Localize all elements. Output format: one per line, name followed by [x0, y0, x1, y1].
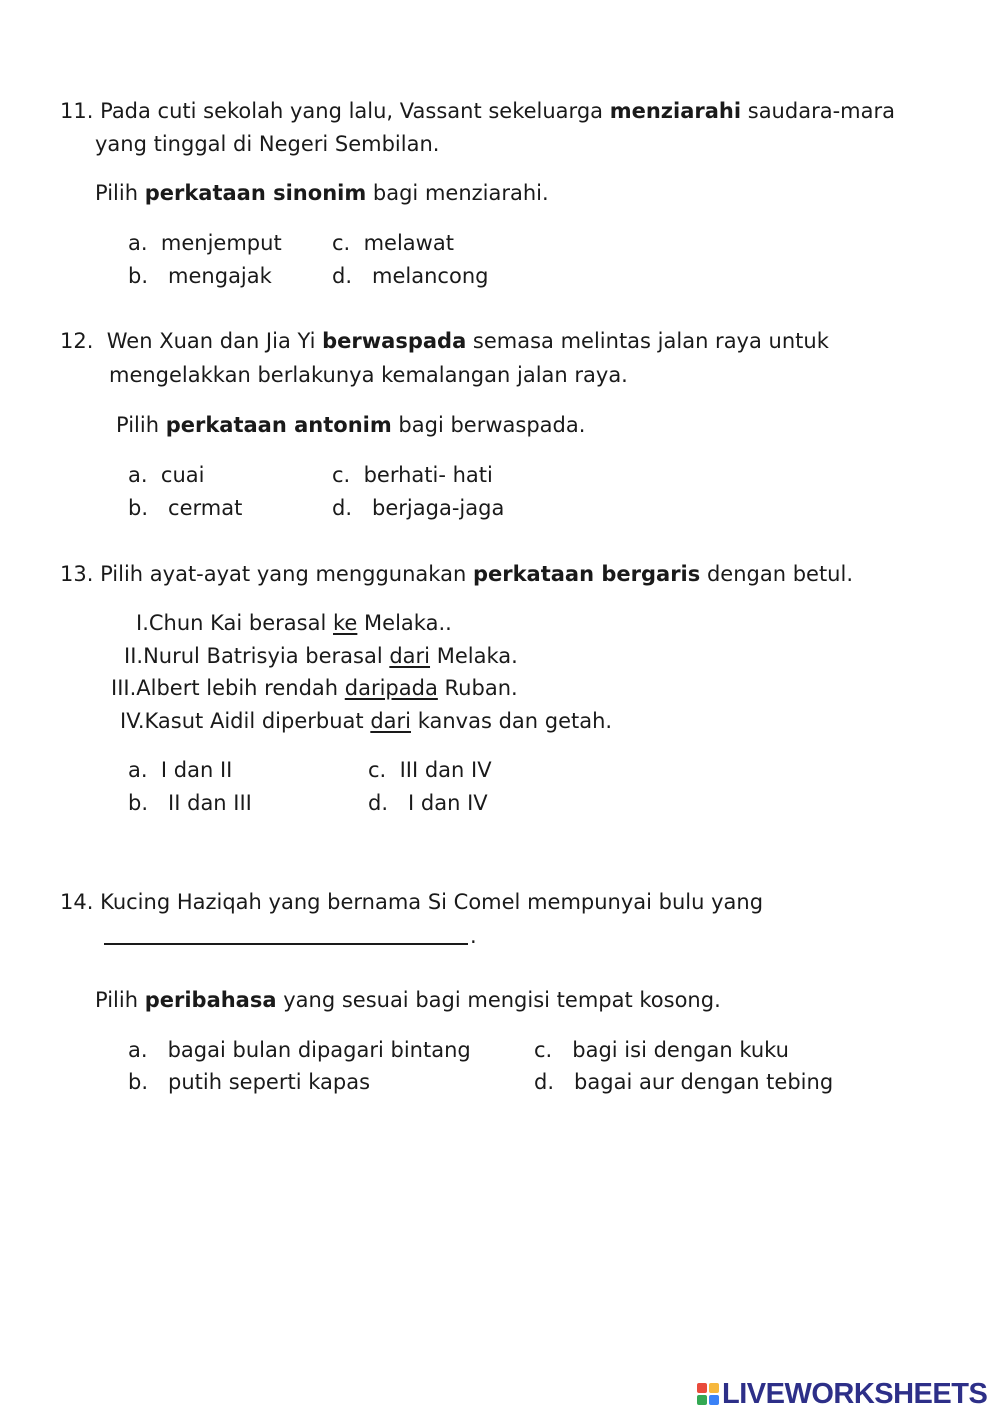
- q13-text-line1: 13. Pilih ayat-ayat yang menggunakan perkataan bergaris dengan betul.: [60, 562, 853, 586]
- q14-number: 14.: [60, 890, 94, 914]
- q12-option-d[interactable]: d. berjaga-jaga: [332, 496, 505, 520]
- q12-option-b[interactable]: b. cermat: [128, 496, 243, 520]
- q11-keyword: menziarahi: [609, 99, 742, 123]
- liveworksheets-mark-icon: [697, 1383, 719, 1405]
- q11-option-d[interactable]: d. melancong: [332, 264, 489, 288]
- q14-option-a[interactable]: a. bagai bulan dipagari bintang: [128, 1038, 471, 1062]
- q11-text-line1: 11. Pada cuti sekolah yang lalu, Vassant sekeluarga menziarahi saudara-mara: [60, 99, 895, 123]
- q12-text-line1: 12. Wen Xuan dan Jia Yi berwaspada semasa melintas jalan raya untuk: [60, 329, 829, 353]
- logo-square-2: [709, 1383, 719, 1393]
- q14-text-line1: 14. Kucing Haziqah yang bernama Si Comel mempunyai bulu yang: [60, 890, 764, 914]
- q11-option-b[interactable]: b. mengajak: [128, 264, 272, 288]
- q11-text-line2: yang tinggal di Negeri Sembilan.: [95, 132, 440, 156]
- q12-number: 12.: [60, 329, 94, 353]
- q13-statement-3: III.Albert lebih rendah daripada Ruban.: [111, 676, 518, 700]
- q13-number: 13.: [60, 562, 94, 586]
- q13-option-b[interactable]: b. II dan III: [128, 791, 252, 815]
- q12-text-line2: mengelakkan berlakunya kemalangan jalan raya.: [109, 363, 628, 387]
- q14-option-d[interactable]: d. bagai aur dengan tebing: [534, 1070, 834, 1094]
- q13-option-d[interactable]: d. I dan IV: [368, 791, 488, 815]
- q14-answer-blank[interactable]: [104, 943, 468, 945]
- q13-option-a[interactable]: a. I dan II: [128, 758, 233, 782]
- q11-option-a[interactable]: a. menjemput: [128, 231, 282, 255]
- q13-option-c[interactable]: c. III dan IV: [368, 758, 492, 782]
- q12-keyword: berwaspada: [322, 329, 467, 353]
- q14-blank-period: .: [470, 924, 477, 948]
- q13-statement-1: I.Chun Kai berasal ke Melaka..: [136, 611, 452, 635]
- q12-instruction: Pilih perkataan antonim bagi berwaspada.: [116, 413, 586, 437]
- q13-keyword: perkataan bergaris: [472, 562, 701, 586]
- q14-instruction: Pilih peribahasa yang sesuai bagi mengisi tempat kosong.: [95, 988, 721, 1012]
- q14-option-c[interactable]: c. bagi isi dengan kuku: [534, 1038, 789, 1062]
- logo-square-4: [709, 1395, 719, 1405]
- q11-option-c[interactable]: c. melawat: [332, 231, 454, 255]
- q13-statement-4: IV.Kasut Aidil diperbuat dari kanvas dan getah.: [120, 709, 613, 733]
- q12-option-c[interactable]: c. berhati- hati: [332, 463, 493, 487]
- q11-number: 11.: [60, 99, 94, 123]
- q11-instruction: Pilih perkataan sinonim bagi menziarahi.: [95, 181, 549, 205]
- liveworksheets-logo[interactable]: [697, 1379, 987, 1409]
- logo-square-1: [697, 1383, 707, 1393]
- q12-option-a[interactable]: a. cuai: [128, 463, 205, 487]
- liveworksheets-brand-text: LIVEWORKSHEETS: [722, 1377, 988, 1410]
- q13-statement-2: II.Nurul Batrisyia berasal dari Melaka.: [124, 644, 518, 668]
- q14-option-b[interactable]: b. putih seperti kapas: [128, 1070, 371, 1094]
- logo-square-3: [697, 1395, 707, 1405]
